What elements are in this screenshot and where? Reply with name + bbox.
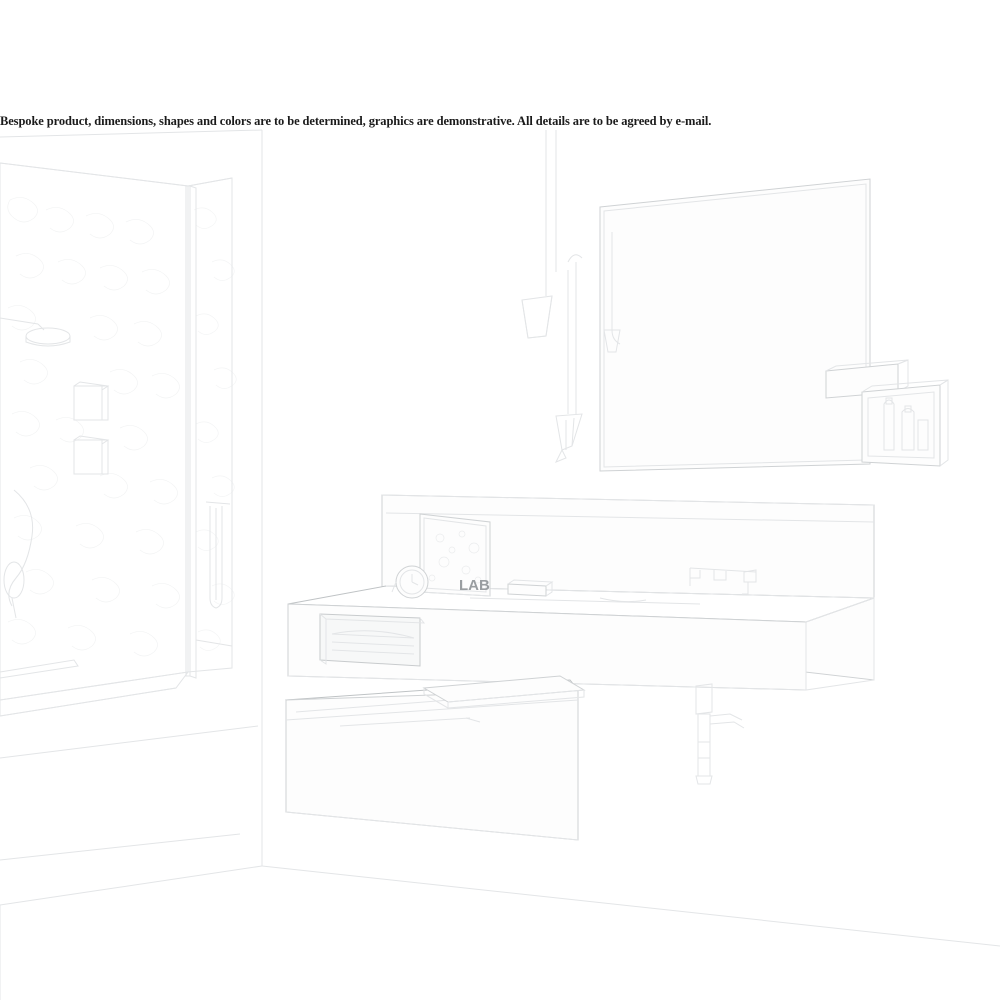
shower-tray — [0, 660, 188, 716]
pendant-lamp — [522, 130, 582, 462]
hand-shower — [4, 490, 33, 618]
floor — [0, 726, 258, 860]
lab-sign-text: LAB — [459, 577, 490, 594]
shower-enclosure — [0, 163, 236, 700]
decor-lab-sign — [459, 577, 490, 594]
wall-mirror — [600, 179, 870, 471]
towel-rail — [206, 502, 230, 608]
vanity-countertop — [288, 495, 874, 690]
disclaimer-text: Bespoke product, dimensions, shapes and colors are to be determined, graphics are demonstrative. All details are to be agreed by e-mail. — [0, 114, 712, 128]
lower-drawer-unit — [286, 676, 584, 840]
shower-controls — [74, 382, 108, 474]
drain-trap-pipe — [696, 684, 744, 784]
